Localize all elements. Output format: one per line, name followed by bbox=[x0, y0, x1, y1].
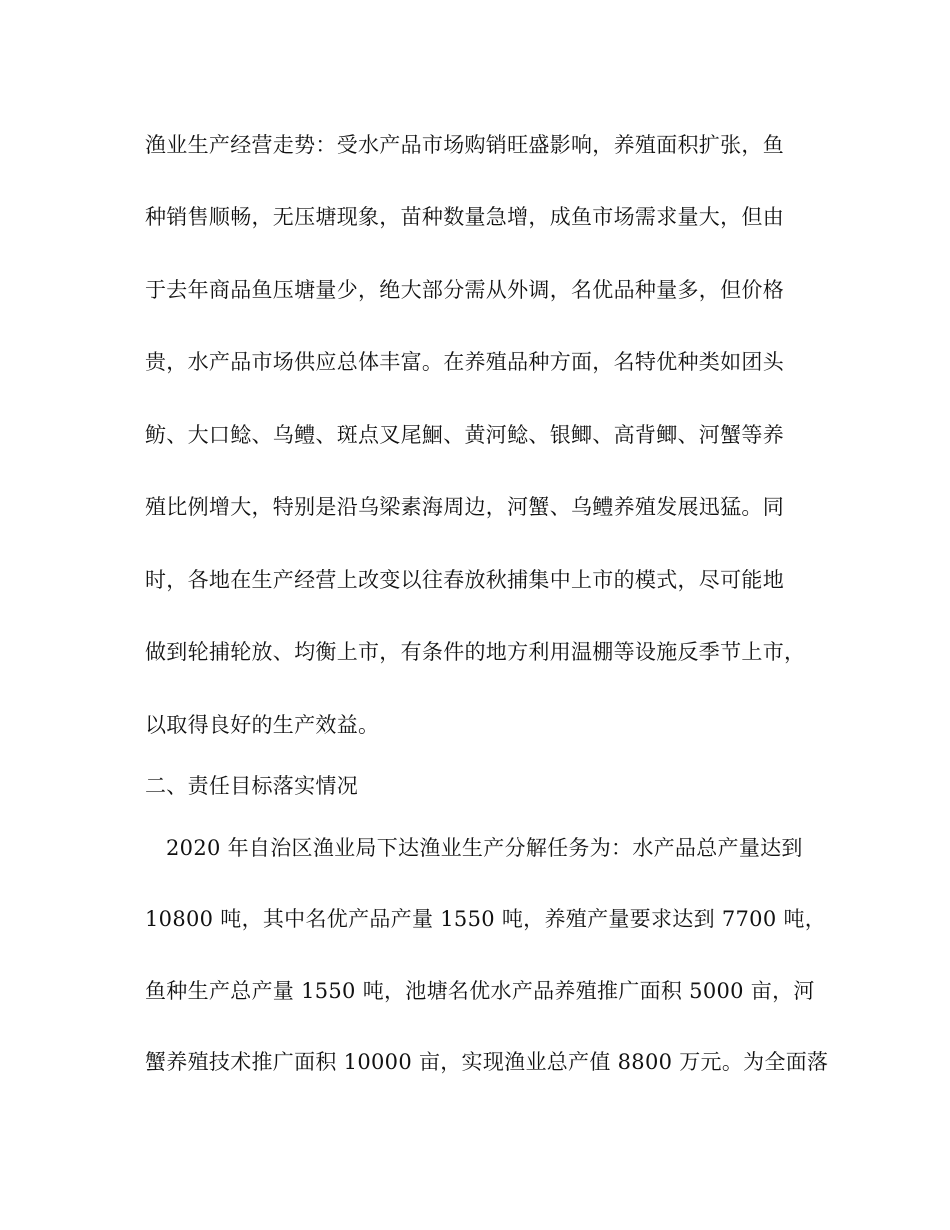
paragraph-2-line-3: 鱼种生产总产量 1550 吨，池塘名优水产品养殖推广面积 5000 亩，河 bbox=[145, 979, 815, 1003]
paragraph-2-line-1: 2020 年自治区渔业局下达渔业生产分解任务为：水产品总产量达到 bbox=[166, 836, 803, 860]
paragraph-1-line-3: 于去年商品鱼压塘量少，绝大部分需从外调，名优品种量多，但价格 bbox=[145, 278, 784, 302]
paragraph-1-line-2: 种销售顺畅，无压塘现象，苗种数量急增，成鱼市场需求量大，但由 bbox=[145, 205, 784, 229]
paragraph-2-line-4: 蟹养殖技术推广面积 10000 亩，实现渔业总产值 8800 万元。为全面落 bbox=[145, 1050, 829, 1074]
paragraph-1-line-7: 时，各地在生产经营上改变以往春放秋捕集中上市的模式，尽可能地 bbox=[145, 568, 784, 592]
section-heading: 二、责任目标落实情况 bbox=[145, 774, 358, 798]
paragraph-1-line-4: 贵，水产品市场供应总体丰富。在养殖品种方面，名特优种类如团头 bbox=[145, 350, 784, 374]
paragraph-2-line-2: 10800 吨，其中名优产品产量 1550 吨，养殖产量要求达到 7700 吨， bbox=[145, 907, 827, 931]
paragraph-1-line-6: 殖比例增大，特别是沿乌梁素海周边，河蟹、乌鳢养殖发展迅猛。同 bbox=[145, 495, 784, 519]
paragraph-1-line-5: 鲂、大口鲶、乌鳢、斑点叉尾鮰、黄河鲶、银鲫、高背鲫、河蟹等养 bbox=[145, 423, 784, 447]
paragraph-1-line-8: 做到轮捕轮放、均衡上市，有条件的地方利用温棚等设施反季节上市， bbox=[145, 640, 806, 664]
paragraph-1-line-9: 以取得良好的生产效益。 bbox=[145, 713, 380, 737]
paragraph-1-line-1: 渔业生产经营走势：受水产品市场购销旺盛影响，养殖面积扩张，鱼 bbox=[145, 133, 784, 157]
